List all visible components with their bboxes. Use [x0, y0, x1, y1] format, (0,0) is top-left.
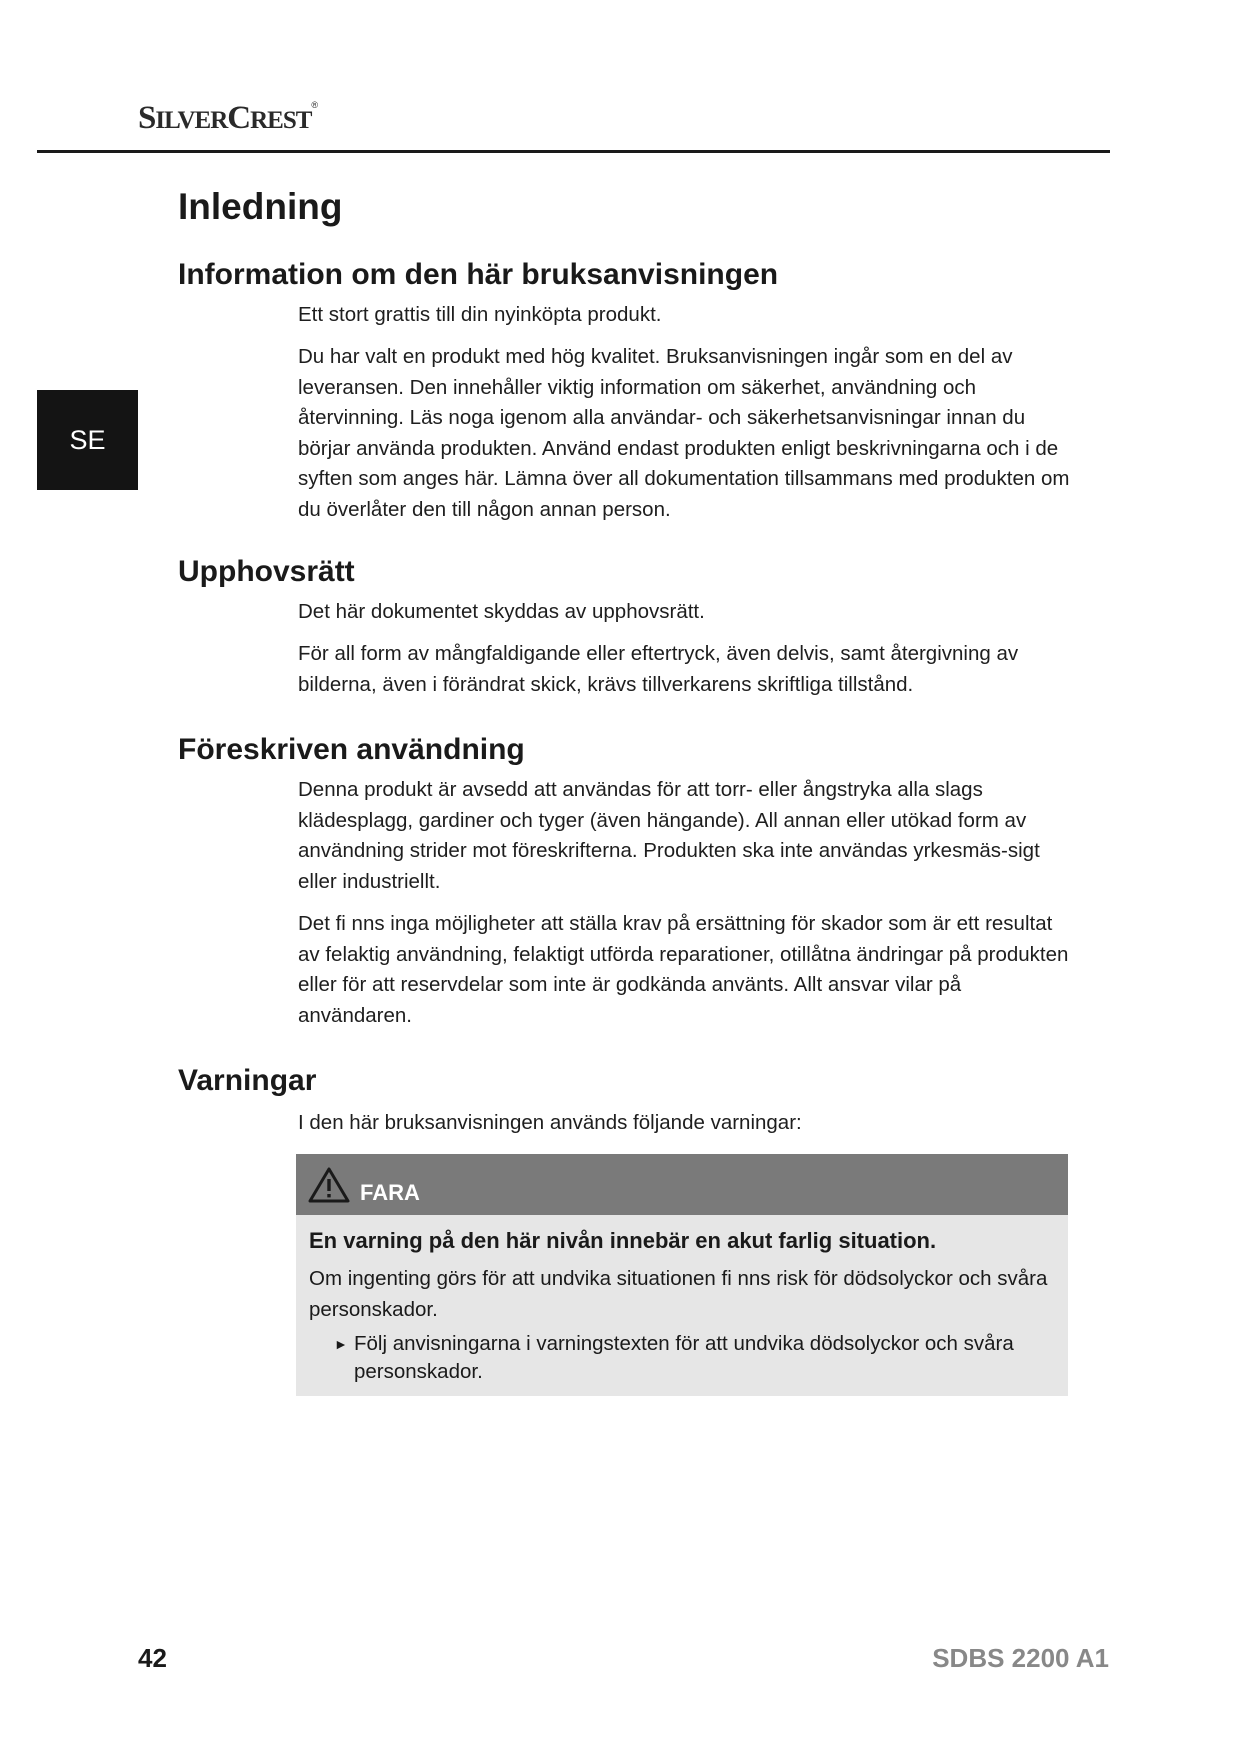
paragraph-usage-1: Denna produkt är avsedd att användas för att torr- eller ångstryka alla slags klädesplagg, gardiner och tyger (även hängande). All annan eller utökad form av användning strider mot föreskrifterna. Produkten ska inte användas yrkesmäs-sigt eller industriellt. [298, 778, 1040, 893]
brand-logo [138, 100, 317, 137]
arrow-right-icon: ► [334, 1336, 348, 1352]
logo-word-2: REST [250, 107, 312, 134]
paragraph-warnings-intro: I den här bruksanvisningen används följande varningar: [298, 1111, 802, 1134]
heading-warnings: Varningar [178, 1064, 317, 1097]
paragraph-copyright-2: För all form av mångfaldigande eller eftertryck, även delvis, samt återgivning av bilderna, även i förändrat skick, krävs tillverkarens skriftliga tillstånd. [298, 642, 1019, 696]
danger-warning-text: Om ingenting görs för att undvika situationen fi nns risk för dödsolyckor och svåra personskador. [309, 1267, 1048, 1321]
registered-mark: ® [311, 100, 318, 110]
logo-initial-1: S [138, 100, 156, 136]
heading-copyright: Upphovsrätt [178, 555, 355, 588]
danger-warning-box [296, 1154, 1068, 1396]
danger-warning-title: En varning på den här nivån innebär en akut farlig situation. [309, 1228, 937, 1253]
logo-word-1: ILVER [155, 107, 228, 134]
danger-warning-step [334, 1330, 1054, 1386]
paragraph-info-2: Du har valt en produkt med hög kvalitet. Bruksanvisningen ingår som en del av leveransen. Den innehåller viktig information om säkerhet, användning och återvinning. Läs noga igenom alla användar- och säkerhetsanvisningar innan du börjar använda produkten. Använd endast produkten enligt beskrivningarna och i de syften som anges här. Lämna över all dokumentation tillsammans med produkten om du överlåter den till någon annan person. [298, 345, 1070, 521]
logo-initial-2: C [227, 100, 251, 136]
header-rule [37, 150, 1110, 153]
paragraph-info-1: Ett stort grattis till din nyinköpta produkt. [298, 303, 662, 326]
warning-triangle-icon [308, 1167, 350, 1203]
danger-warning-step-text: Följ anvisningarna i varningstexten för att undvika dödsolyckor och svåra personskador. [354, 1332, 1014, 1383]
model-number: SDBS 2200 A1 [932, 1643, 1109, 1673]
danger-warning-header [296, 1154, 1068, 1215]
heading-information: Information om den här bruksanvisningen [178, 258, 779, 291]
page-number: 42 [138, 1643, 167, 1673]
page-title: Inledning [178, 186, 343, 227]
language-tab: SE [37, 390, 138, 490]
paragraph-usage-2: Det fi nns inga möjligheter att ställa krav på ersättning för skador som är ett resultat av felaktig användning, felaktigt utförda reparationer, otillåtna ändringar på produkten eller för att reservdelar som inte är godkända använts. Allt ansvar vilar på användaren. [298, 912, 1069, 1027]
heading-usage: Föreskriven användning [178, 733, 525, 766]
paragraph-copyright-1: Det här dokumentet skyddas av upphovsrätt. [298, 600, 705, 623]
danger-label: FARA [360, 1180, 420, 1205]
